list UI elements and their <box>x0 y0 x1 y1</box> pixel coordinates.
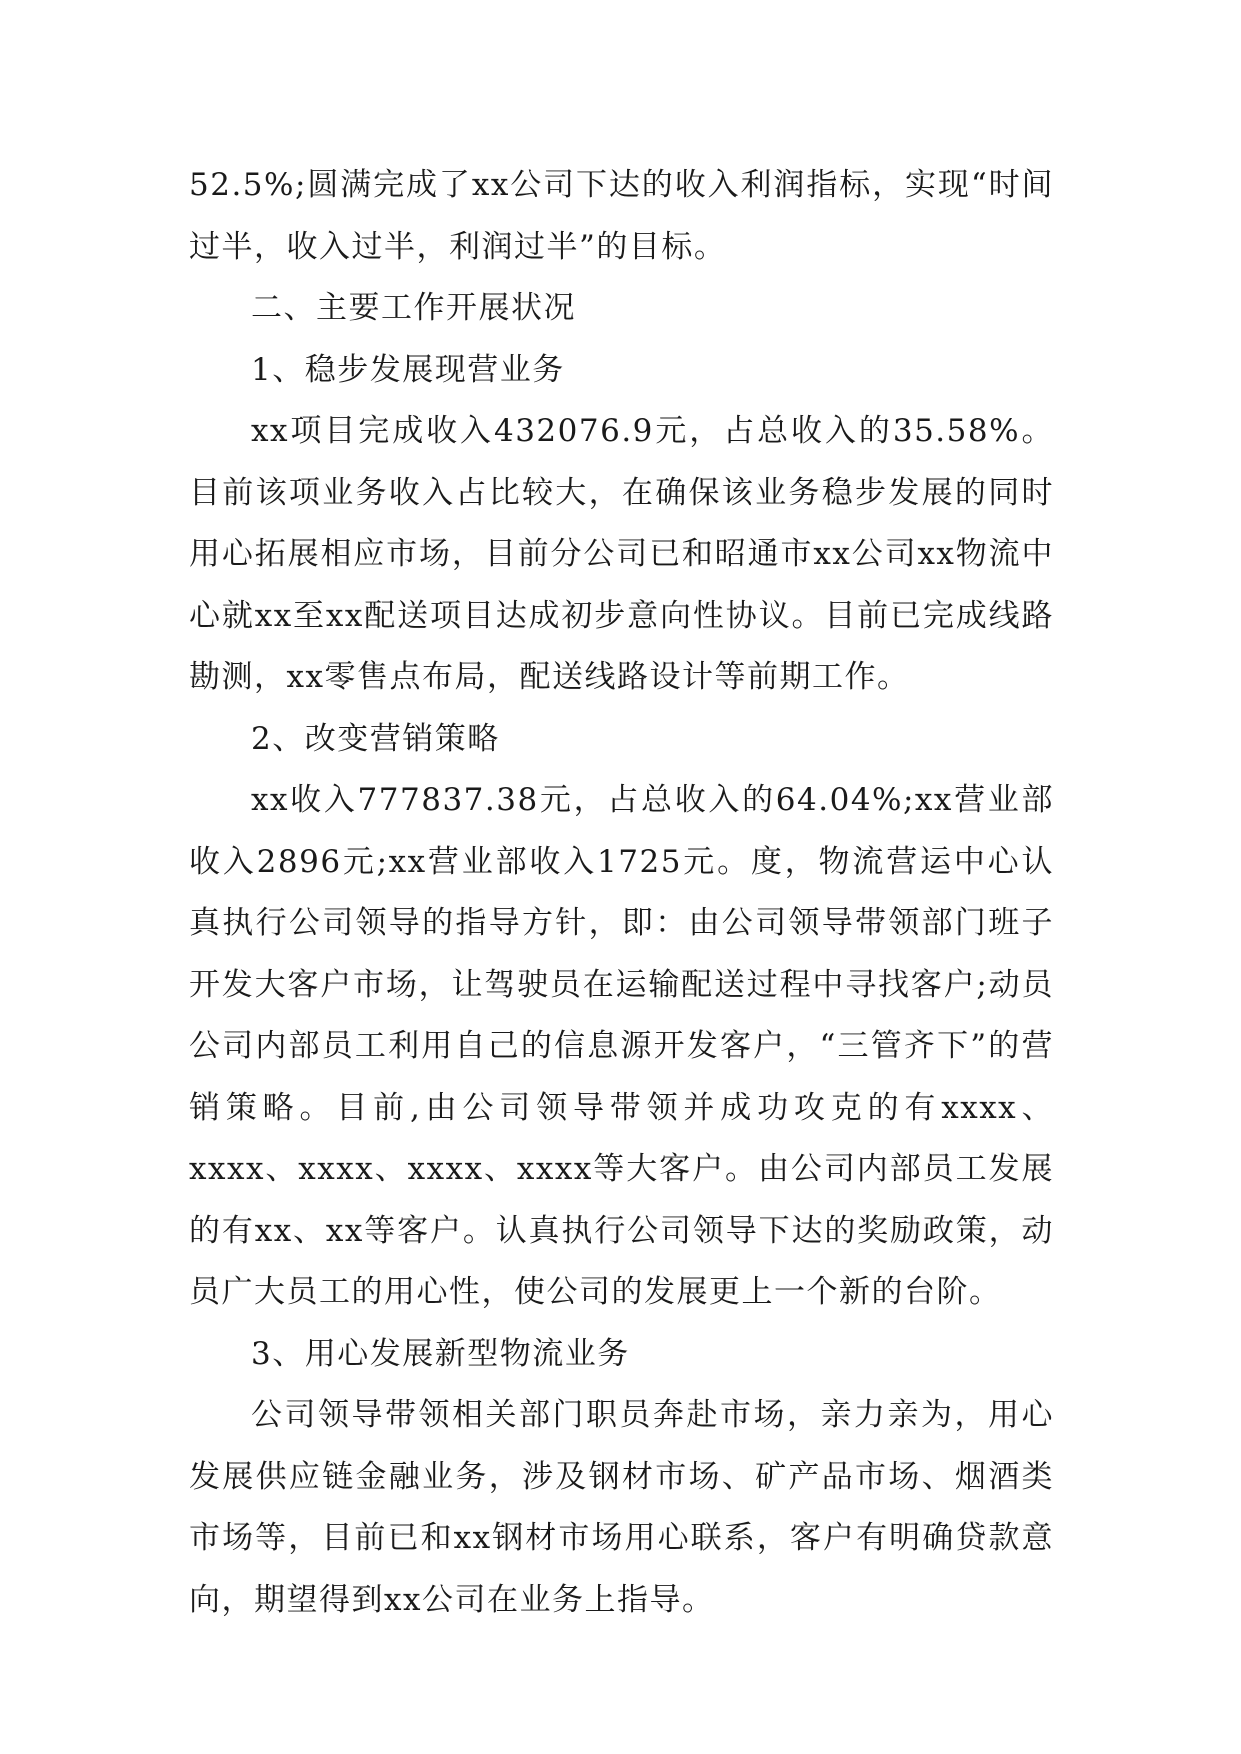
subheading-marketing-strategy: 2、改变营销策略 <box>251 720 500 757</box>
section-heading-main-work: 二、主要工作开展状况 <box>251 290 576 326</box>
paragraph-project-income: xx项目完成收入432076.9元，占总收入的35.58%。目前该项业务收入占比较大，在确保该业务稳步发展的同时用心拓展相应市场，目前分公司已和昭通市xx公司xx物流中心就xx至xx配送项目达成初步意向性协议。目前已完成线路勘测，xx零售点布局，配送线路设计等前期工作。 <box>189 413 1054 695</box>
document-body <box>189 155 1054 1631</box>
subheading-stable-business: 1、稳步发展现营业务 <box>251 351 565 388</box>
paragraph-continuation: 52.5%;圆满完成了xx公司下达的收入利润指标，实现“时间过半，收入过半，利润过半”的目标。 <box>189 167 1054 265</box>
paragraph-marketing-details: xx收入777837.38元，占总收入的64.04%;xx营业部收入2896元;xx营业部收入1725元。度，物流营运中心认真执行公司领导的指导方针，即：由公司领导带领部门班子开发大客户市场，让驾驶员在运输配送过程中寻找客户;动员公司内部员工利用自己的信息源开发客户，“三管齐下”的营销策略。目前,由公司领导带领并成功攻克的有xxxx、xxxx、xxxx、xxxx、xxxx等大客户。由公司内部员工发展的有xx、xx等客户。认真执行公司领导下达的奖励政策，动员广大员工的用心性，使公司的发展更上一个新的台阶。 <box>189 782 1054 1310</box>
paragraph-supply-chain: 公司领导带领相关部门职员奔赴市场，亲力亲为，用心发展供应链金融业务，涉及钢材市场、矿产品市场、烟酒类市场等，目前已和xx钢材市场用心联系，客户有明确贷款意向，期望得到xx公司在业务上指导。 <box>189 1397 1054 1618</box>
subheading-new-logistics: 3、用心发展新型物流业务 <box>251 1335 630 1372</box>
